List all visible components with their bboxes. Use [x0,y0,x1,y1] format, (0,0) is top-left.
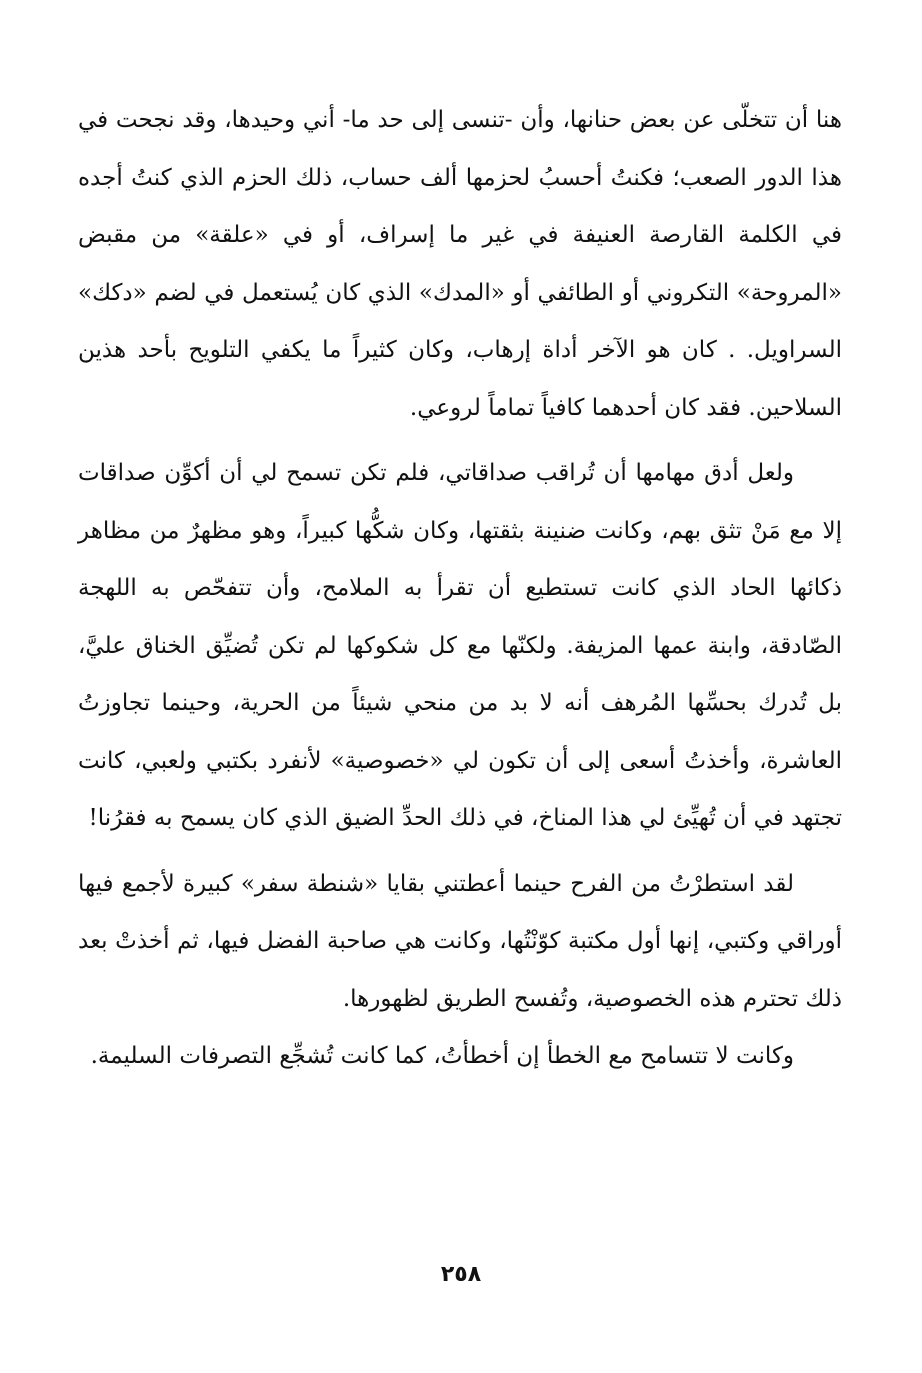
paragraph-3: لقد استطرْتُ من الفرح حينما أعطتني بقايا «شنطة سفر» كبيرة لأجمع فيها أوراقي وكتبي، إنها أول مكتبة كوّنْتُها، وكانت هي صاحبة الفضل فيها، ثم أخذتْ بعد ذلك تحترم هذه الخصوصية، وتُفسح الطريق لظهورها. [78,870,842,1012]
paragraph-4: وكانت لا تتسامح مع الخطأ إن أخطأتُ، كما كانت تُشجِّع التصرفات السليمة. [90,1043,794,1069]
paragraph-2: ولعل أدق مهامها أن تُراقب صداقاتي، فلم تكن تسمح لي أن أكوِّن صداقات إلا مع مَنْ تثق بهم، وكانت ضنينة بثقتها، وكان شكُّها كبيراً، وهو مظهرٌ من مظاهر ذكائها الحاد الذي كانت تستطيع أن تقرأ به الملامح، وأن تتفحّص به اللهجة الصّادقة، وابنة عمها المزيفة. ولكنّها مع كل شكوكها لم تكن تُضيِّق الخناق عليَّ، بل تُدرك بحسِّها المُرهف أنه لا بد من منحي شيئاً من الحرية، وحينما تجاوزتُ العاشرة، وأخذتُ أسعى إلى أن تكون لي «خصوصية» لأنفرد بكتبي ولعبي، كانت تجتهد في أن تُهيِّئ لي هذا المناخ، في ذلك الحدِّ الضيق الذي كان يسمح به فقرُنا! [78,460,842,831]
paragraph-1: هنا أن تتخلّى عن بعض حنانها، وأن -تنسى إلى حد ما- أني وحيدها، وقد نجحت في هذا الدور الصعب؛ فكنتُ أحسبُ لحزمها ألف حساب، ذلك الحزم الذي كنتُ أجده في الكلمة القارصة العنيفة في غير ما إسراف، أو في «علقة» من مقبض «المروحة» التكروني أو الطائفي أو «المدك» الذي كان يُستعمل في لضم «دكك» السراويل. . كان هو الآخر أداة إرهاب، وكان كثيراً ما يكفي التلويح بأحد هذين السلاحين. فقد كان أحدهما كافياً تماماً لروعي. [78,107,842,421]
page-number: ٢٥٨ [440,1262,482,1287]
body-text [78,92,842,1086]
